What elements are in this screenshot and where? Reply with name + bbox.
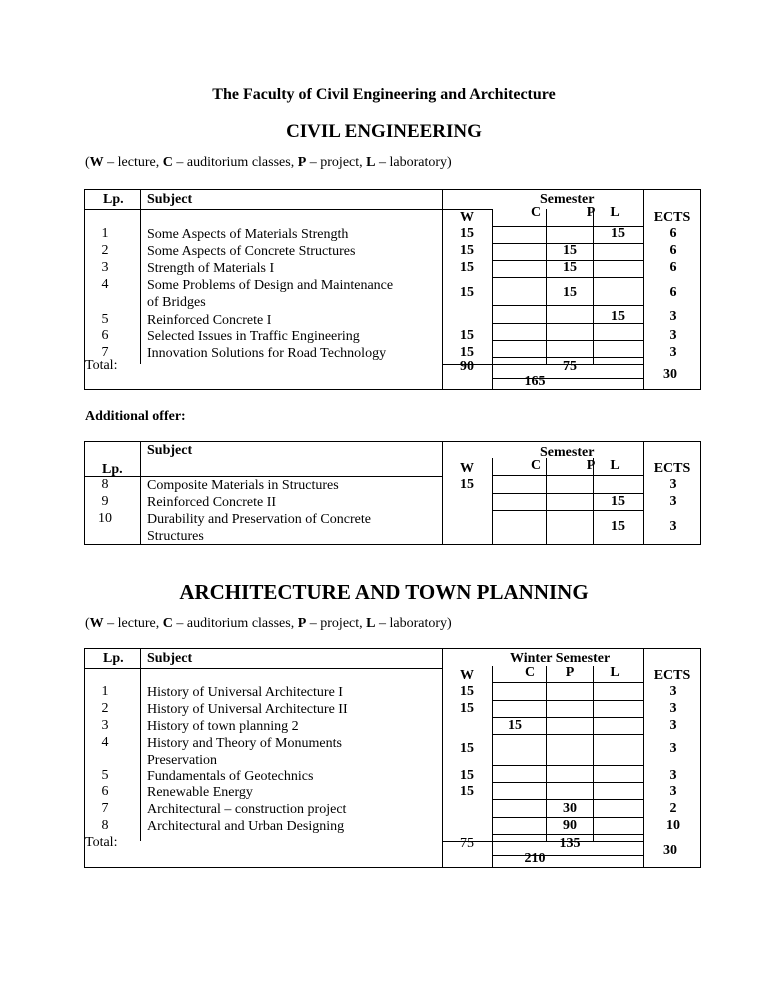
total-all: 165 — [524, 374, 546, 389]
arch-row-subject: History and Theory of Monuments — [147, 736, 342, 751]
row-p: 15 — [563, 285, 577, 300]
arch-row-lp: 5 — [101, 768, 109, 783]
arch-row-subject: History of Universal Architecture II — [147, 702, 348, 717]
add-row-l: 15 — [611, 519, 625, 534]
add-row-ects: 3 — [669, 477, 677, 492]
arch-col-ects: ECTS — [653, 668, 691, 683]
add-row-ects: 3 — [669, 494, 677, 509]
add-col-lp: Lp. — [102, 462, 123, 477]
arch-row-p: 90 — [563, 818, 577, 833]
col-semester: Semester — [540, 192, 595, 207]
row-w: 15 — [460, 226, 474, 241]
arch-col-subject: Subject — [147, 651, 193, 666]
total-ects: 30 — [663, 367, 677, 382]
row-ects: 6 — [669, 226, 677, 241]
arch-row-lp: 7 — [101, 801, 109, 816]
row-subject: Strength of Materials I — [147, 261, 275, 276]
arch-col-w: W — [460, 668, 474, 683]
col-l: L — [610, 205, 620, 220]
add-row-subject: Composite Materials in Structures — [147, 478, 339, 493]
row-subject: Innovation Solutions for Road Technology — [147, 346, 387, 361]
arch-row-lp: 6 — [101, 784, 109, 799]
arch-row-w: 15 — [460, 741, 474, 756]
row-w: 15 — [460, 345, 474, 360]
arch-row-w: 15 — [460, 768, 474, 783]
row-l: 15 — [611, 226, 625, 241]
total-label: Total: — [85, 358, 118, 373]
row-lp: 3 — [101, 260, 109, 275]
row-lp: 7 — [101, 345, 109, 360]
add-row-lp: 8 — [101, 477, 109, 492]
add-col-w: W — [460, 461, 474, 476]
arch-row-lp: 2 — [101, 701, 109, 716]
arch-row-ects: 3 — [669, 784, 677, 799]
add-row-lp: 10 — [98, 511, 112, 526]
row-p: 15 — [563, 260, 577, 275]
arch-row-subject: Architectural – construction project — [147, 802, 347, 817]
arch-total-cpl: 135 — [559, 836, 581, 851]
arch-row-lp: 3 — [101, 718, 109, 733]
col-subject: Subject — [147, 192, 193, 207]
arch-col-c: C — [524, 665, 536, 680]
row-subject: Selected Issues in Traffic Engineering — [147, 329, 360, 344]
add-col-c: C — [530, 458, 542, 473]
add-row-subject: Structures — [147, 529, 204, 544]
row-w: 15 — [460, 260, 474, 275]
arch-heading: ARCHITECTURE AND TOWN PLANNING — [179, 580, 589, 604]
row-subject: of Bridges — [147, 295, 206, 310]
row-lp: 2 — [101, 243, 109, 258]
add-row-w: 15 — [460, 477, 474, 492]
arch-row-subject: Architectural and Urban Designing — [147, 819, 345, 834]
add-col-p: P — [586, 458, 596, 473]
row-w: 15 — [460, 285, 474, 300]
arch-row-ects: 3 — [669, 718, 677, 733]
arch-row-subject: History of town planning 2 — [147, 719, 299, 734]
faculty-title: The Faculty of Civil Engineering and Architecture — [212, 86, 556, 103]
add-row-ects: 3 — [669, 519, 677, 534]
row-l: 15 — [611, 309, 625, 324]
add-row-subject: Durability and Preservation of Concrete — [147, 512, 371, 527]
arch-col-l: L — [610, 665, 620, 680]
arch-row-w: 15 — [460, 684, 474, 699]
col-w: W — [460, 210, 474, 225]
row-lp: 4 — [101, 277, 109, 292]
row-subject: Some Problems of Design and Maintenance — [147, 278, 394, 293]
col-c: C — [530, 205, 542, 220]
add-col-subject: Subject — [147, 443, 193, 458]
arch-col-p: P — [565, 665, 575, 680]
additional-heading: Additional offer: — [85, 409, 186, 424]
arch-row-subject: History of Universal Architecture I — [147, 685, 343, 700]
arch-row-c: 15 — [508, 718, 522, 733]
arch-row-ects: 2 — [669, 801, 677, 816]
row-ects: 6 — [669, 285, 677, 300]
col-ects: ECTS — [653, 210, 691, 225]
arch-row-ects: 3 — [669, 684, 677, 699]
add-row-lp: 9 — [101, 494, 109, 509]
total-cpl: 75 — [563, 359, 577, 374]
arch-row-w: 15 — [460, 701, 474, 716]
col-p: P — [586, 205, 596, 220]
row-lp: 1 — [101, 226, 109, 241]
row-subject: Reinforced Concrete I — [147, 313, 272, 328]
arch-row-p: 30 — [563, 801, 577, 816]
row-w: 15 — [460, 243, 474, 258]
row-ects: 3 — [669, 328, 677, 343]
row-lp: 6 — [101, 328, 109, 343]
arch-total-ects: 30 — [663, 843, 677, 858]
row-ects: 6 — [669, 243, 677, 258]
row-ects: 3 — [669, 309, 677, 324]
arch-col-semester: Winter Semester — [510, 651, 611, 666]
row-subject: Some Aspects of Concrete Structures — [147, 244, 356, 259]
arch-row-w: 15 — [460, 784, 474, 799]
legend-civil: (W – lecture, C – auditorium classes, P – project, L – laboratory) — [85, 155, 452, 170]
civil-heading: CIVIL ENGINEERING — [286, 121, 482, 142]
row-lp: 5 — [101, 312, 109, 327]
add-col-l: L — [610, 458, 620, 473]
add-row-l: 15 — [611, 494, 625, 509]
row-ects: 3 — [669, 345, 677, 360]
arch-row-ects: 10 — [666, 818, 680, 833]
arch-row-ects: 3 — [669, 768, 677, 783]
arch-row-lp: 8 — [101, 818, 109, 833]
row-w: 15 — [460, 328, 474, 343]
add-col-semester: Semester — [540, 445, 595, 460]
arch-row-subject: Fundamentals of Geotechnics — [147, 769, 314, 784]
row-subject: Some Aspects of Materials Strength — [147, 227, 349, 242]
arch-row-ects: 3 — [669, 741, 677, 756]
col-lp: Lp. — [103, 192, 124, 207]
arch-total-all: 210 — [524, 851, 546, 866]
arch-row-lp: 1 — [101, 684, 109, 699]
row-ects: 6 — [669, 260, 677, 275]
total-w: 90 — [460, 359, 474, 374]
row-p: 15 — [563, 243, 577, 258]
add-row-subject: Reinforced Concrete II — [147, 495, 277, 510]
arch-col-lp: Lp. — [103, 651, 124, 666]
arch-total-w: 75 — [460, 836, 474, 851]
add-col-ects: ECTS — [653, 461, 691, 476]
arch-total-label: Total: — [85, 835, 118, 850]
arch-row-lp: 4 — [101, 735, 109, 750]
legend-arch: (W – lecture, C – auditorium classes, P – project, L – laboratory) — [85, 616, 452, 631]
arch-row-subject: Renewable Energy — [147, 785, 253, 800]
arch-row-subject: Preservation — [147, 753, 217, 768]
arch-row-ects: 3 — [669, 701, 677, 716]
